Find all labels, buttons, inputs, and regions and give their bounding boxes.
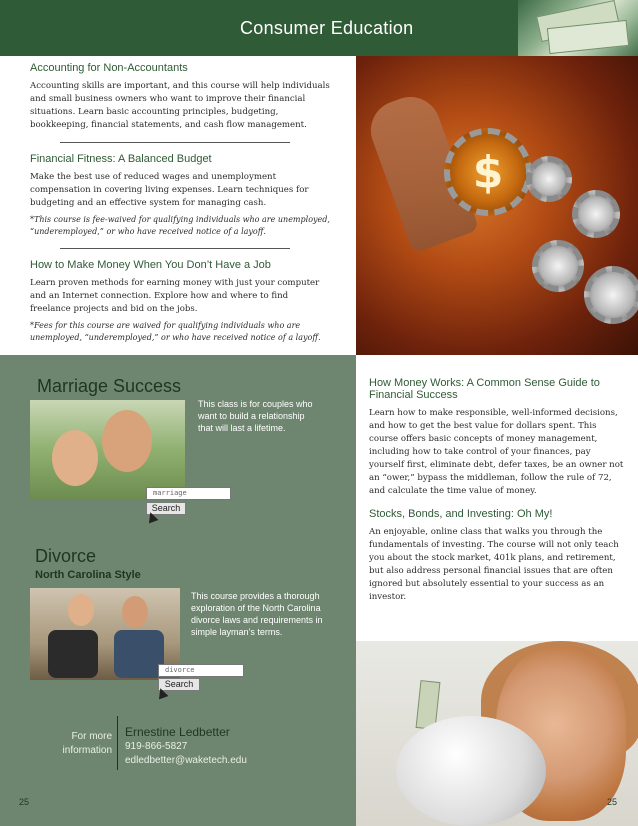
more-info-label-line: For more	[71, 731, 112, 742]
marriage-search-input[interactable]: marriage	[146, 487, 231, 500]
course-accounting	[30, 62, 330, 132]
course-description: Make the best use of reduced wages and unemployment compensation in covering living expenses. Learn techniques for budgeting and an effective system for managing cash.	[30, 172, 309, 208]
gears-hand-photo	[356, 56, 638, 355]
contact-divider	[117, 716, 118, 770]
spacer	[369, 498, 627, 508]
face-image	[68, 594, 94, 626]
marriage-search-button[interactable]: Search	[146, 502, 186, 515]
course-description: Learn proven methods for earning money with just your computer and an Internet connection. Explore how and where to find freelance projects and bid on the jobs.	[30, 278, 320, 314]
divider	[60, 248, 290, 249]
money-photo	[518, 0, 638, 56]
person-image	[114, 630, 164, 678]
divorce-search-input[interactable]: divorce	[158, 664, 244, 677]
course-how-money-works	[369, 377, 627, 498]
course-title: Financial Fitness: A Balanced Budget	[30, 153, 212, 165]
marriage-description: This class is for couples who want to build a relationship that will last a lifetime.	[198, 399, 313, 433]
fee-waiver-note: *Fees for this course are waived for qualifying individuals who are unemployed, “underemployed,” or who have received notice of a layoff.	[30, 321, 321, 342]
divorce-description: This course provides a thorough exploration of the North Carolina divorce laws and requirements in simple layman’s terms.	[191, 591, 323, 637]
cash-gear-icon	[584, 266, 638, 324]
course-description: Accounting skills are important, and this course will help individuals and small business owners who want to improve their financial situations. Learn basic accounting principles, budgeting, bookkeeping, financial statements, and cash flow management.	[30, 81, 330, 130]
more-info-label-line: information	[62, 745, 112, 756]
face-image	[52, 430, 98, 486]
course-financial-fitness	[30, 153, 330, 238]
header-bar	[0, 0, 638, 56]
divorce-search-button[interactable]: Search	[158, 678, 200, 691]
top-course-column	[30, 62, 330, 344]
contact-name: Ernestine Ledbetter	[125, 725, 230, 739]
coins-gear-icon	[532, 240, 584, 292]
couple-photo	[30, 400, 185, 500]
divider	[60, 142, 290, 143]
page-number-right: 25	[607, 797, 618, 807]
piggy-bank-photo	[356, 641, 638, 826]
gear-icon	[526, 156, 572, 202]
piggy-bank-icon	[396, 716, 546, 826]
face-image	[122, 596, 148, 628]
divorce-title: Divorce	[35, 546, 97, 566]
more-info-label	[40, 730, 112, 758]
course-description: An enjoyable, online class that walks you through the fundamentals of investing. The course will not only teach you about the stock market, 401k plans, and retirement, but also address personal financial issues that are often ignored but absolutely essential to your success as an investor.	[369, 527, 619, 602]
dollar-gear-icon: $	[444, 128, 532, 216]
right-course-column	[369, 377, 627, 604]
course-stocks-bonds	[369, 508, 627, 604]
piggy-bank-gear-icon	[572, 190, 620, 238]
divorce-subtitle: North Carolina Style	[35, 569, 141, 581]
course-make-money	[30, 259, 330, 344]
face-image	[102, 410, 152, 472]
course-title: Accounting for Non-Accountants	[30, 62, 188, 74]
marriage-success-title: Marriage Success	[37, 376, 182, 396]
contact-phone: 919-866-5827	[125, 741, 188, 752]
course-title: Stocks, Bonds, and Investing: Oh My!	[369, 508, 553, 520]
page-number-left: 25	[19, 797, 30, 807]
course-title: How to Make Money When You Don’t Have a Job	[30, 259, 271, 271]
course-title: How Money Works: A Common Sense Guide to Financial Success	[369, 377, 600, 401]
person-image	[48, 630, 98, 678]
course-description: Learn how to make responsible, well-informed decisions, and how to get the best value for dollars spent. This course offers basic concepts of money management, including how to take control of your finances, pay yourself first, eliminate debt, defer taxes, be an owner not an “ower,” bypass the middleman, follow the rule of 72, and calculate the time value of money.	[369, 408, 624, 496]
page-title: Consumer Education	[240, 18, 414, 38]
fee-waiver-note: *This course is fee-waived for qualifying individuals who are unemployed, “underemployed,” or who have received notice of a layoff.	[30, 215, 330, 236]
contact-email[interactable]: edledbetter@waketech.edu	[125, 755, 247, 766]
